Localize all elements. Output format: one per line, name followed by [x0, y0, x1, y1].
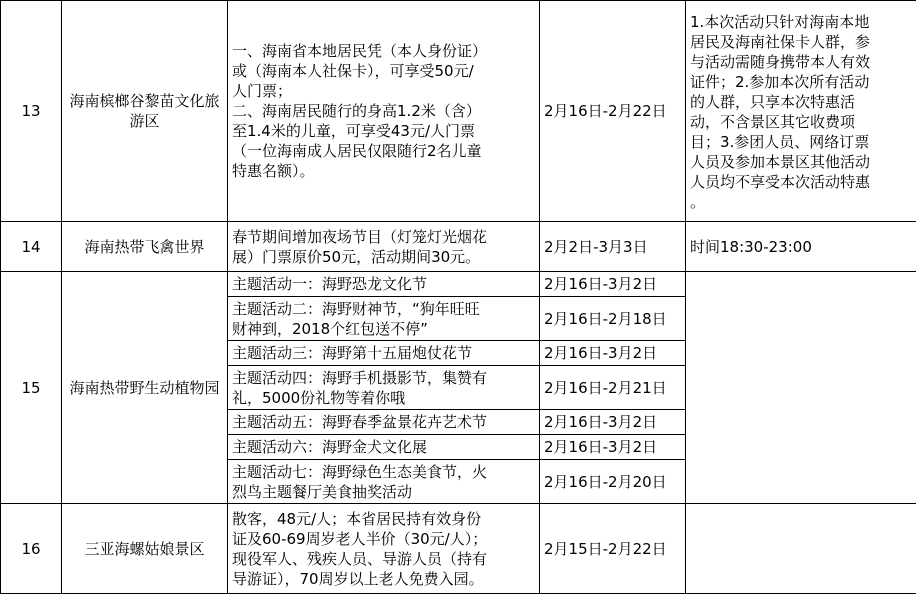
text-line: 烈鸟主题餐厅美食抽奖活动 [232, 482, 413, 501]
venue-name: 海南热带飞禽世界 [62, 222, 228, 272]
text-line: 证及60-69周岁老人半价（30元/人）； [232, 529, 488, 548]
row-number: 15 [1, 272, 62, 504]
text-line: 与活动需随身携带本人有效 [690, 53, 871, 71]
venue-name: 海南热带野生动植物园 [62, 272, 228, 504]
activity-description [228, 410, 540, 435]
text-line: 一、海南省本地居民凭（本人身份证） [232, 42, 488, 60]
remarks [686, 504, 916, 594]
text-line: 展）门票原价50元，活动期间30元。 [232, 247, 481, 266]
activity-description [228, 460, 540, 504]
activity-description [228, 297, 540, 341]
text-line: 主题活动七：海野绿色生态美食节，火 [232, 462, 488, 481]
text-line: （一位海南成人居民仅限随行2名儿童 [232, 142, 482, 160]
venue-name: 海南槟榔谷黎苗文化旅游区 [62, 1, 228, 222]
row-number: 16 [1, 504, 62, 594]
row-number: 14 [1, 222, 62, 272]
text-line: 居民及海南社保卡人群，参 [690, 33, 871, 51]
offer-description [228, 1, 540, 222]
text-line: 财神到，2018个红包送不停” [232, 319, 428, 338]
text-line: 二、海南居民随行的身高1.2米（含） [232, 102, 481, 120]
date-range: 2月16日-3月2日 [540, 435, 686, 460]
venue-name: 三亚海螺姑娘景区 [62, 504, 228, 594]
activity-description [228, 435, 540, 460]
text-line: 主题活动五：海野春季盆景花卉艺术节 [232, 413, 488, 431]
text-line: 。 [690, 193, 706, 211]
remarks: 时间18:30-23:00 [686, 222, 916, 272]
date-range: 2月16日-3月2日 [540, 272, 686, 297]
text-line: 主题活动四：海野手机摄影节，集赞有 [232, 368, 488, 387]
table-row [1, 222, 916, 272]
text-line: 主题活动六：海野金犬文化展 [232, 438, 428, 456]
text-line: 主题活动一：海野恐龙文化节 [232, 275, 428, 293]
text-line: 主题活动二：海野财神节，“狗年旺旺 [232, 299, 480, 318]
text-line: 导游证），70周岁以上老人免费入园。 [232, 569, 484, 588]
text-line: 现役军人、残疾人员、导游人员（持有 [232, 549, 488, 568]
activity-description [228, 341, 540, 366]
remarks [686, 1, 916, 222]
text-line: 散客，48元/人；本省居民持有效身份 [232, 509, 482, 528]
text-line: 目；3.参团人员、网络订票 [690, 133, 870, 151]
text-line: 春节期间增加夜场节目（灯笼灯光烟花 [232, 227, 488, 246]
date-range: 2月2日-3月3日 [540, 222, 686, 272]
text-line: 人门票； [232, 82, 293, 100]
row-number: 13 [1, 1, 62, 222]
date-range: 2月16日-3月2日 [540, 341, 686, 366]
date-range: 2月16日-2月22日 [540, 1, 686, 222]
text-line: 人员均不享受本次活动特惠 [690, 173, 871, 191]
activity-description [228, 366, 540, 410]
table-row [1, 272, 916, 297]
date-range: 2月16日-2月20日 [540, 460, 686, 504]
text-line: 特惠名额）。 [232, 162, 315, 180]
text-line: 证件；2.参加本次所有活动 [690, 73, 870, 91]
activity-description [228, 272, 540, 297]
text-line: 动，不含景区其它收费项 [690, 113, 856, 131]
date-range: 2月15日-2月22日 [540, 504, 686, 594]
table-row [1, 1, 916, 222]
text-line: 的人群，只享本次特惠活 [690, 93, 856, 111]
date-range: 2月16日-3月2日 [540, 410, 686, 435]
text-line: 主题活动三：海野第十五届炮仗花节 [232, 344, 473, 362]
table-row [1, 504, 916, 594]
date-range: 2月16日-2月18日 [540, 297, 686, 341]
remarks [686, 272, 916, 504]
text-line: 礼，5000份礼物等着你哦 [232, 388, 406, 407]
offer-description [228, 222, 540, 272]
text-line: 人员及参加本景区其他活动 [690, 153, 871, 171]
offer-description [228, 504, 540, 594]
text-line: 1.本次活动只针对海南本地 [690, 13, 870, 31]
date-range: 2月16日-2月21日 [540, 366, 686, 410]
text-line: 至1.4米的儿童，可享受43元/人门票 [232, 122, 475, 140]
text-line: 或（海南本人社保卡），可享受50元/ [232, 62, 474, 80]
